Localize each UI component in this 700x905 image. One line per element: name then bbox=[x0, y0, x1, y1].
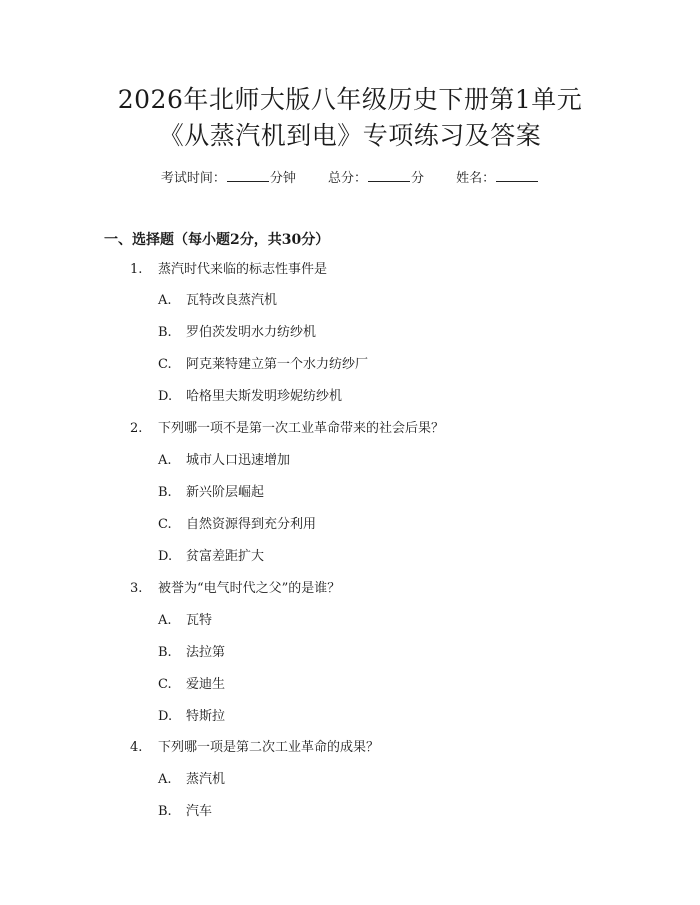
question-3-option-c bbox=[158, 676, 225, 694]
option-letter: B. bbox=[158, 804, 172, 819]
question-1 bbox=[130, 261, 327, 279]
question-1-option-c bbox=[158, 356, 368, 374]
question-2-option-b bbox=[158, 484, 264, 502]
question-4-option-a bbox=[158, 771, 225, 789]
question-3-option-b bbox=[158, 644, 225, 662]
option-letter: C. bbox=[158, 677, 172, 692]
option-letter: A. bbox=[158, 293, 172, 308]
total-score-blank bbox=[368, 169, 410, 182]
option-text: 蒸汽机 bbox=[186, 772, 226, 787]
student-name-field bbox=[456, 169, 539, 188]
option-text: 罗伯茨发明水力纺纱机 bbox=[186, 325, 317, 340]
option-text: 汽车 bbox=[186, 804, 213, 819]
option-text: 哈格里夫斯发明珍妮纺纱机 bbox=[186, 389, 343, 404]
option-letter: C. bbox=[158, 517, 172, 532]
question-2-option-a bbox=[158, 452, 290, 470]
option-text: 贫富差距扩大 bbox=[186, 549, 265, 564]
option-text: 城市人口迅速增加 bbox=[186, 453, 291, 468]
exam-time-label: 考试时间： bbox=[160, 171, 226, 186]
question-1-option-b bbox=[158, 324, 316, 342]
option-text: 新兴阶层崛起 bbox=[186, 485, 265, 500]
section-heading-multiple-choice: 一、选择题（每小题2分，共30分） bbox=[104, 232, 330, 248]
question-2-option-d bbox=[158, 548, 264, 566]
exam-time-blank bbox=[227, 169, 269, 182]
option-text: 瓦特改良蒸汽机 bbox=[186, 293, 278, 308]
option-letter: D. bbox=[158, 389, 173, 404]
total-score-label: 总分： bbox=[327, 171, 367, 186]
option-letter: B. bbox=[158, 325, 172, 340]
exam-time-unit: 分钟 bbox=[269, 171, 296, 186]
option-text: 阿克莱特建立第一个水力纺纱厂 bbox=[186, 357, 369, 372]
question-text: 蒸汽时代来临的标志性事件是 bbox=[158, 262, 328, 277]
student-name-blank bbox=[496, 169, 538, 182]
option-letter: D. bbox=[158, 549, 173, 564]
option-text: 自然资源得到充分利用 bbox=[186, 517, 317, 532]
option-letter: B. bbox=[158, 645, 172, 660]
question-3-option-d bbox=[158, 708, 225, 726]
question-3-option-a bbox=[158, 612, 212, 630]
question-2-option-c bbox=[158, 516, 316, 534]
question-text: 下列哪一项是第二次工业革命的成果？ bbox=[158, 740, 380, 755]
question-1-option-a bbox=[158, 292, 277, 310]
option-letter: A. bbox=[158, 772, 172, 787]
question-2 bbox=[130, 420, 444, 438]
question-4-option-b bbox=[158, 803, 212, 821]
exam-time-field bbox=[161, 169, 296, 188]
document-title-line-1: 2026年北师大版八年级历史下册第1单元 bbox=[117, 85, 583, 114]
option-letter: D. bbox=[158, 709, 173, 724]
option-text: 法拉第 bbox=[186, 645, 226, 660]
question-number: 3. bbox=[130, 581, 143, 596]
option-text: 瓦特 bbox=[186, 613, 213, 628]
exam-info-line bbox=[0, 169, 700, 188]
question-text: 被誉为“电气时代之父”的是谁？ bbox=[158, 581, 341, 596]
question-number: 4. bbox=[130, 740, 143, 755]
question-4 bbox=[130, 739, 379, 757]
question-text: 下列哪一项不是第一次工业革命带来的社会后果？ bbox=[158, 421, 445, 436]
option-letter: C. bbox=[158, 357, 172, 372]
student-name-label: 姓名： bbox=[456, 171, 496, 186]
question-1-option-d bbox=[158, 388, 342, 406]
total-score-unit: 分 bbox=[411, 171, 425, 186]
option-letter: B. bbox=[158, 485, 172, 500]
question-number: 1. bbox=[130, 262, 143, 277]
total-score-field bbox=[328, 169, 424, 188]
option-text: 爱迪生 bbox=[186, 677, 226, 692]
option-letter: A. bbox=[158, 453, 172, 468]
question-number: 2. bbox=[130, 421, 143, 436]
option-letter: A. bbox=[158, 613, 172, 628]
option-text: 特斯拉 bbox=[186, 709, 226, 724]
document-title-line-2: 《从蒸汽机到电》专项练习及答案 bbox=[158, 121, 542, 150]
question-3 bbox=[130, 580, 340, 598]
